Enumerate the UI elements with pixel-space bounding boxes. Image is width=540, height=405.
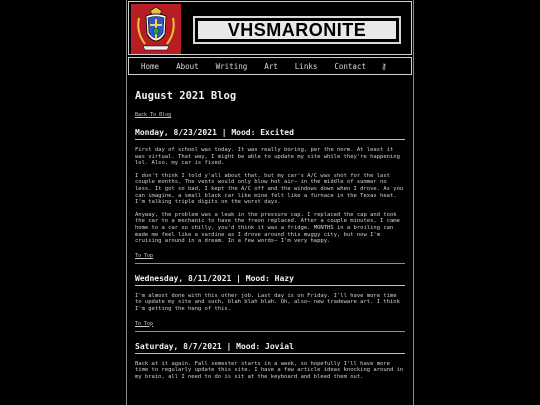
- to-top-link[interactable]: To Top: [135, 320, 154, 327]
- post-title: Wednesday, 8/11/2021 | Mood: Hazy: [135, 273, 294, 283]
- site-header: [128, 1, 412, 55]
- blog-post: [135, 128, 405, 264]
- divider: [135, 285, 405, 286]
- key-icon[interactable]: ⚷: [380, 61, 387, 71]
- nav-about[interactable]: About: [176, 61, 199, 71]
- page-title: August 2021 Blog: [135, 90, 237, 102]
- post-paragraph: Anyway, the problem was a leak in the pressure cap. I replaced the cap and took the car to a mechanic to have the freon replaced. After a couple minutes, I came home to a car so chilly, you'd think it was a fridge. MONTHS in a broiling can made me feel like a sardine as I drove around this muggy city, but now I'm cruising around in a dream. In a few words— I'm very happy.: [135, 211, 400, 245]
- blog-post: [135, 274, 405, 332]
- divider: [135, 139, 405, 140]
- blog-content: [135, 90, 405, 386]
- to-top-link[interactable]: To Top: [135, 252, 154, 259]
- post-paragraph: First day of school was today. It was really boring, per the norm. At least it was virtual. That way, I might be able to update my site while they're happening lol. Also, my car is fixed.: [135, 147, 400, 167]
- main-nav: [128, 57, 412, 75]
- nav-writing[interactable]: Writing: [215, 61, 248, 71]
- page-container: [126, 0, 414, 405]
- post-paragraph: Back at it again. Fall semester starts in a week, so hopefully I'll have more time to regularly update this site. I have a few article ideas knocking around in my brain, all I need to do is sit at the keyboard and bleed them out.: [135, 360, 404, 380]
- nav-art[interactable]: Art: [264, 61, 278, 71]
- crest-icon: [131, 4, 181, 54]
- site-logo-text: VHSMARONITE: [198, 21, 396, 39]
- divider: [135, 353, 405, 354]
- nav-contact[interactable]: Contact: [334, 61, 366, 71]
- back-to-blog-link[interactable]: Back To Blog: [135, 112, 172, 118]
- site-logo-banner[interactable]: [193, 16, 401, 44]
- post-paragraph: I'm almost done with this other job. Last day is on Friday. I'll have more time to update my site and such, blah blah blah. Oh, also— new tradeware art. I think I'm getting the hang of this.: [135, 292, 400, 312]
- post-title: Monday, 8/23/2021 | Mood: Excited: [135, 128, 294, 137]
- nav-home[interactable]: Home: [141, 61, 160, 71]
- maronite-crest-logo[interactable]: [131, 4, 181, 54]
- post-paragraph: I don't think I told y'all about that, but my car's A/C was shot for the last couple months. The vents would only blow hot air— in the middle of summer no less. It got so bad, I kept the A/C off and the windows down when I drove. As you can imagine, a small black car like mine felt like a furnace in the Texas heat. I'm talking triple digits on the worst days.: [135, 172, 404, 206]
- post-title: Saturday, 8/7/2021 | Mood: Jovial: [135, 341, 294, 351]
- nav-links[interactable]: Links: [294, 61, 318, 71]
- divider: [135, 331, 405, 332]
- blog-post: [135, 342, 405, 381]
- divider: [135, 263, 405, 264]
